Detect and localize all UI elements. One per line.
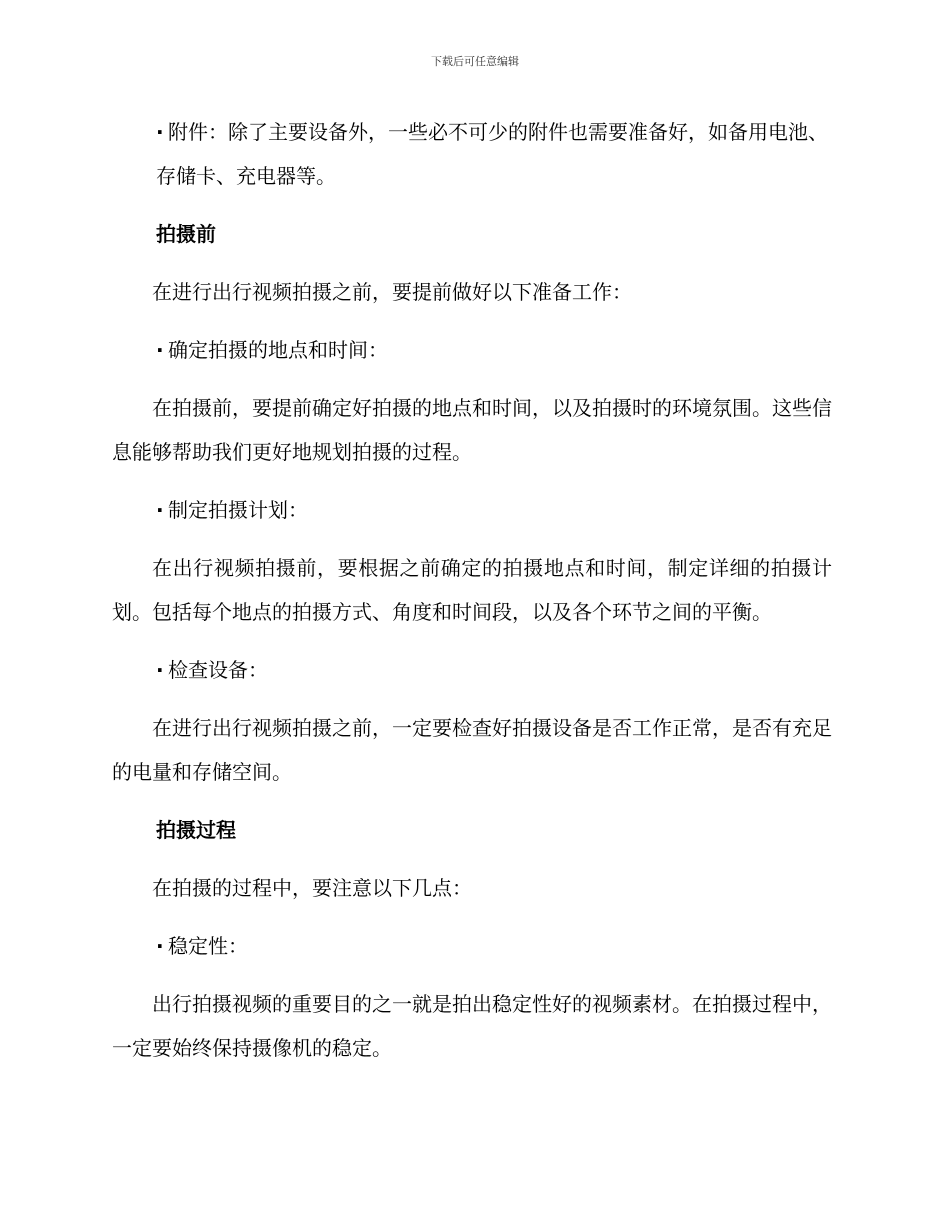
bullet-text: 确定拍摄的地点和时间： <box>168 338 388 362</box>
bullet-dot: · <box>156 498 164 522</box>
bullet-dot: · <box>156 338 164 362</box>
section-heading-shooting-process: 拍摄过程 <box>156 818 236 842</box>
paragraph: 在出行视频拍摄前，要根据之前确定的拍摄地点和时间，制定详细的拍摄计划。包括每个地点的拍摄方式、角度和时间段，以及各个环节之间的平衡。 <box>112 556 832 624</box>
bullet-text: 稳定性： <box>168 934 248 958</box>
document-body <box>112 110 832 1084</box>
bullet-text: 检查设备： <box>168 658 268 682</box>
bullet-accessories <box>112 110 832 198</box>
paragraph: 在进行出行视频拍摄之前，要提前做好以下准备工作： <box>152 280 632 304</box>
paragraph: 在拍摄前，要提前确定好拍摄的地点和时间，以及拍摄时的环境氛围。这些信息能够帮助我们更好地规划拍摄的过程。 <box>112 396 832 464</box>
bullet-check-equipment <box>112 648 832 692</box>
bullet-stability <box>112 924 832 968</box>
page-header: 下载后可任意编辑 <box>431 55 519 68</box>
bullet-location-time <box>112 328 832 372</box>
bullet-dot: · <box>156 658 164 682</box>
bullet-dot: · <box>156 934 164 958</box>
bullet-plan <box>112 488 832 532</box>
section-heading-before-shooting: 拍摄前 <box>156 222 216 246</box>
paragraph: 出行拍摄视频的重要目的之一就是拍出稳定性好的视频素材。在拍摄过程中，一定要始终保持摄像机的稳定。 <box>112 992 832 1060</box>
bullet-dot: · <box>156 120 164 144</box>
bullet-text: 制定拍摄计划： <box>168 498 308 522</box>
bullet-text: 附件：除了主要设备外，一些必不可少的附件也需要准备好，如备用电池、存储卡、充电器等。 <box>156 120 828 188</box>
paragraph: 在拍摄的过程中，要注意以下几点： <box>152 876 472 900</box>
paragraph: 在进行出行视频拍摄之前，一定要检查好拍摄设备是否工作正常，是否有充足的电量和存储空间。 <box>112 716 832 784</box>
